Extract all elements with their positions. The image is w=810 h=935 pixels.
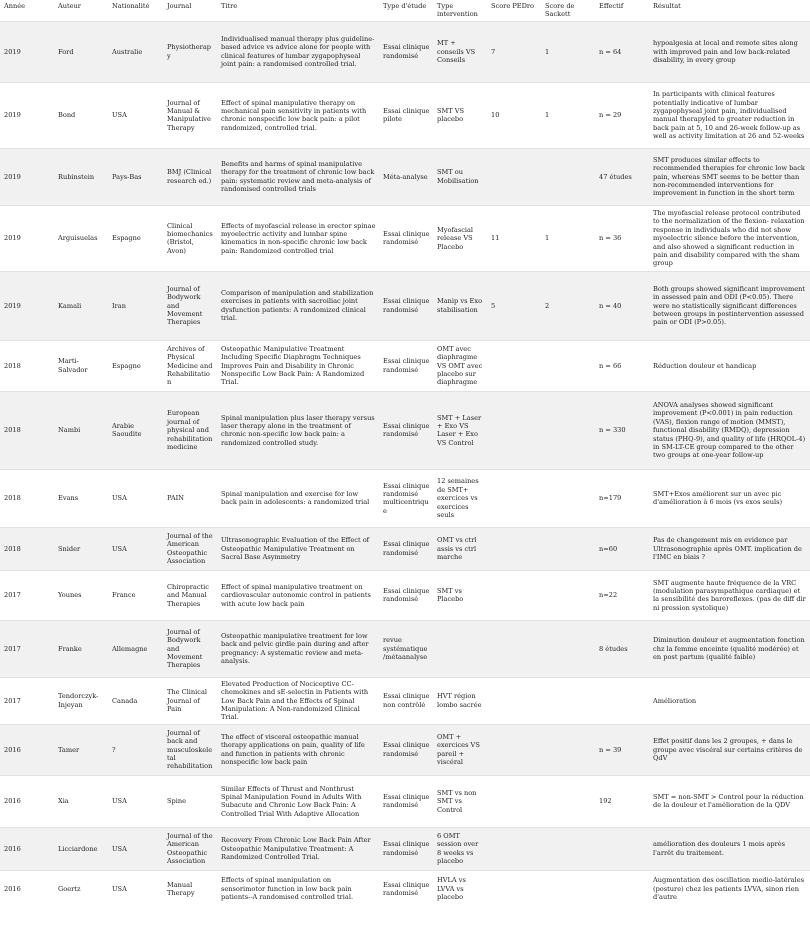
cell-auteur: Ford bbox=[54, 21, 108, 82]
header-type-intervention: Type intervention bbox=[433, 0, 487, 21]
cell-annee: 2019 bbox=[0, 148, 54, 205]
cell-type-etude: Essai clinique randomisé bbox=[379, 827, 433, 870]
header-nationalite: Nationalité bbox=[108, 0, 163, 21]
cell-effectif: n = 39 bbox=[595, 724, 649, 775]
cell-resultat: SMT+Exos améliorent sur un avec pic d'amélioration à 6 mois (vs exos seuls) bbox=[649, 469, 810, 527]
cell-auteur: Xia bbox=[54, 775, 108, 827]
cell-resultat: Pas de changement mis en evidence par Ultrasonographie après OMT. implication de l'IMC en biais ? bbox=[649, 527, 810, 570]
cell-nationalite: USA bbox=[108, 527, 163, 570]
cell-titre: Effects of myofascial release in erector spinae myoelectric activity and lumbar spine kinematics in non-specific chronic low back pain: Randomized controlled trial bbox=[217, 205, 379, 271]
header-score-sackett: Score de Sackett bbox=[541, 0, 595, 21]
cell-type-intervention bbox=[433, 620, 487, 677]
cell-score-pedro bbox=[487, 527, 541, 570]
cell-score-sackett bbox=[541, 724, 595, 775]
cell-annee: 2018 bbox=[0, 469, 54, 527]
header-annee: Année bbox=[0, 0, 54, 21]
cell-annee: 2018 bbox=[0, 340, 54, 391]
table-row bbox=[0, 620, 810, 677]
cell-type-intervention: SMT + Laser + Exo VS Laser + Exo VS Control bbox=[433, 391, 487, 469]
cell-score-pedro bbox=[487, 570, 541, 620]
cell-type-intervention: OMT vs ctrl assis vs ctrl marche bbox=[433, 527, 487, 570]
cell-auteur: Tamer bbox=[54, 724, 108, 775]
cell-type-etude: revue systématique /métaanalyse bbox=[379, 620, 433, 677]
cell-resultat: hypoalgesia at local and remote sites along with improved pain and low back-related disability, in every group bbox=[649, 21, 810, 82]
cell-nationalite: USA bbox=[108, 469, 163, 527]
cell-auteur: Licciardone bbox=[54, 827, 108, 870]
cell-titre: Comparison of manipulation and stabilization exercises in patients with sacroiliac joint dysfunction patients: A randomized clinical trial. bbox=[217, 271, 379, 340]
cell-type-etude: Essai clinique randomisé bbox=[379, 21, 433, 82]
cell-auteur: Evans bbox=[54, 469, 108, 527]
cell-titre: Recovery From Chronic Low Back Pain After Osteopathic Manipulative Treatment: A Randomized Controlled Trial. bbox=[217, 827, 379, 870]
cell-auteur: Marti-Salvador bbox=[54, 340, 108, 391]
cell-effectif: 47 études bbox=[595, 148, 649, 205]
cell-effectif: n = 36 bbox=[595, 205, 649, 271]
cell-type-intervention: SMT vs non SMT vs Control bbox=[433, 775, 487, 827]
cell-effectif bbox=[595, 827, 649, 870]
cell-annee: 2017 bbox=[0, 677, 54, 724]
cell-journal: PAIN bbox=[163, 469, 217, 527]
cell-titre: Osteopathic Manipulative Treatment Including Specific Diaphragm Techniques Improves Pain and Disability in Chronic Nonspecific Low Back Pain: A Randomized Trial. bbox=[217, 340, 379, 391]
cell-score-sackett: 1 bbox=[541, 205, 595, 271]
cell-score-sackett bbox=[541, 391, 595, 469]
cell-score-sackett bbox=[541, 469, 595, 527]
cell-nationalite: Iran bbox=[108, 271, 163, 340]
cell-nationalite: Allemagne bbox=[108, 620, 163, 677]
cell-score-sackett bbox=[541, 527, 595, 570]
cell-score-sackett: 1 bbox=[541, 21, 595, 82]
cell-score-pedro bbox=[487, 775, 541, 827]
cell-journal: European journal of physical and rehabilitation medicine bbox=[163, 391, 217, 469]
cell-annee: 2016 bbox=[0, 870, 54, 907]
cell-type-intervention: HVLA vs LVVA vs placebo bbox=[433, 870, 487, 907]
cell-effectif: n = 66 bbox=[595, 340, 649, 391]
cell-type-intervention: SMT ou Mobilisation bbox=[433, 148, 487, 205]
cell-annee: 2016 bbox=[0, 775, 54, 827]
cell-nationalite: USA bbox=[108, 82, 163, 148]
cell-effectif: n = 64 bbox=[595, 21, 649, 82]
cell-score-sackett bbox=[541, 570, 595, 620]
table-row bbox=[0, 870, 810, 907]
header-journal: Journal bbox=[163, 0, 217, 21]
cell-resultat: SMT = non-SMT > Control pour la réduction de la douleur et l'amélioration de la QDV bbox=[649, 775, 810, 827]
cell-type-intervention: 6 OMT session over 8 weeks vs placebo bbox=[433, 827, 487, 870]
cell-journal: Journal of the American Osteopathic Association bbox=[163, 527, 217, 570]
cell-type-etude: Essai clinique randomisé bbox=[379, 775, 433, 827]
cell-type-etude: Essai clinique randomisé bbox=[379, 391, 433, 469]
cell-nationalite: Australie bbox=[108, 21, 163, 82]
cell-titre: Spinal manipulation plus laser therapy versus laser therapy alone in the treatment of chronic non-specific low back pain: a randomized controlled study. bbox=[217, 391, 379, 469]
table-row bbox=[0, 469, 810, 527]
cell-journal: Journal of Bodywork and Movement Therapies bbox=[163, 271, 217, 340]
cell-nationalite: Espagne bbox=[108, 340, 163, 391]
cell-type-etude: Essai clinique randomisé bbox=[379, 527, 433, 570]
cell-auteur: Arguisuelas bbox=[54, 205, 108, 271]
cell-nationalite: USA bbox=[108, 827, 163, 870]
table-row bbox=[0, 570, 810, 620]
cell-titre: Effect of spinal manipulative therapy on mechanical pain sensitivity in patients with chronic nonspecific low back pain: a pilot randomized, controlled trial. bbox=[217, 82, 379, 148]
cell-type-etude: Essai clinique randomisé multicentrique bbox=[379, 469, 433, 527]
cell-score-sackett bbox=[541, 148, 595, 205]
cell-score-pedro: 5 bbox=[487, 271, 541, 340]
cell-titre: Effect of spinal manipulative treatment on cardiovascular autonomic control in patients with acute low back pain bbox=[217, 570, 379, 620]
cell-effectif: n=22 bbox=[595, 570, 649, 620]
cell-journal: Manual Therapy bbox=[163, 870, 217, 907]
cell-effectif: 8 études bbox=[595, 620, 649, 677]
table-body bbox=[0, 21, 810, 907]
cell-score-pedro bbox=[487, 469, 541, 527]
cell-resultat: SMT produces similar effects to recommended therapies for chronic low back pain, whereas SMT seems to be better than non-recommended interventions for improvement in function in the short term bbox=[649, 148, 810, 205]
cell-titre: Ultrasonographic Evaluation of the Effect of Osteopathic Manipulative Treatment on Sacral Base Asymmetry bbox=[217, 527, 379, 570]
cell-type-intervention: 12 semaines de SMT+ exercices vs exercices seuls bbox=[433, 469, 487, 527]
header-score-pedro: Score PEDro bbox=[487, 0, 541, 21]
cell-score-sackett bbox=[541, 775, 595, 827]
cell-resultat: ANOVA analyses showed significant improvement (P<0.001) in pain reduction (VAS), flexion range of motion (MMST), functional disability (RMDQ), depression status (PHQ-9), and quality of life (HRQOL-4) in SM-LT-CE group compared to the other two groups at one-year follow-up bbox=[649, 391, 810, 469]
cell-score-pedro bbox=[487, 620, 541, 677]
cell-auteur: Bond bbox=[54, 82, 108, 148]
cell-effectif: n = 29 bbox=[595, 82, 649, 148]
cell-annee: 2019 bbox=[0, 82, 54, 148]
cell-type-intervention: Myofascial release VS Placebo bbox=[433, 205, 487, 271]
cell-nationalite: ? bbox=[108, 724, 163, 775]
cell-nationalite: USA bbox=[108, 870, 163, 907]
cell-journal: Spine bbox=[163, 775, 217, 827]
cell-nationalite: USA bbox=[108, 775, 163, 827]
cell-journal: Physiotherapy bbox=[163, 21, 217, 82]
cell-auteur: Tendorczyk-Injeyan bbox=[54, 677, 108, 724]
cell-titre: Benefits and harms of spinal manipulative therapy for the treatment of chronic low back pain: systematic review and meta-analysis of randomised controlled trials bbox=[217, 148, 379, 205]
cell-type-intervention: OMT + exercices VS pareil + viscéral bbox=[433, 724, 487, 775]
cell-effectif: 192 bbox=[595, 775, 649, 827]
cell-type-intervention: HVT région lombo sacrée bbox=[433, 677, 487, 724]
cell-journal: Journal of Manual & Manipulative Therapy bbox=[163, 82, 217, 148]
cell-resultat: amélioration des douleurs 1 mois après l'arrêt du traitement. bbox=[649, 827, 810, 870]
table-row bbox=[0, 205, 810, 271]
table-row bbox=[0, 527, 810, 570]
cell-journal: BMJ (Clinical research ed.) bbox=[163, 148, 217, 205]
cell-resultat: Both groups showed significant improvement in assessed pain and ODI (P<0.05). There were no statistically significant differences between groups in postintervention assessed pain or ODI (P>0.05). bbox=[649, 271, 810, 340]
cell-annee: 2017 bbox=[0, 570, 54, 620]
cell-titre: Spinal manipulation and exercise for low back pain in adolescents: a randomized trial bbox=[217, 469, 379, 527]
cell-resultat: Réduction douleur et handicap bbox=[649, 340, 810, 391]
cell-score-pedro: 10 bbox=[487, 82, 541, 148]
cell-score-sackett bbox=[541, 620, 595, 677]
cell-effectif: n=179 bbox=[595, 469, 649, 527]
cell-type-etude: Essai clinique randomisé bbox=[379, 870, 433, 907]
cell-nationalite: Espagne bbox=[108, 205, 163, 271]
cell-journal: Journal of the American Osteopathic Association bbox=[163, 827, 217, 870]
cell-resultat: Amélioration bbox=[649, 677, 810, 724]
cell-type-intervention: SMT vs Placebo bbox=[433, 570, 487, 620]
cell-annee: 2016 bbox=[0, 724, 54, 775]
cell-type-etude: Essai clinique randomisé bbox=[379, 340, 433, 391]
cell-type-etude: Essai clinique randomisé bbox=[379, 724, 433, 775]
cell-type-etude: Essai clinique randomisé bbox=[379, 205, 433, 271]
cell-nationalite: Pays-Bas bbox=[108, 148, 163, 205]
cell-score-pedro bbox=[487, 677, 541, 724]
header-row bbox=[0, 0, 810, 21]
cell-titre: Similar Effects of Thrust and Nonthrust Spinal Manipulation Found in Adults With Subacute and Chronic Low Back Pain: A Controlled Trial With Adaptive Allocation bbox=[217, 775, 379, 827]
table-row bbox=[0, 21, 810, 82]
cell-type-intervention: SMT VS placebo bbox=[433, 82, 487, 148]
cell-resultat: Effet positif dans les 2 groupes, + dans le groupe avec viscéral sur certains critères de QdV bbox=[649, 724, 810, 775]
cell-titre: Effects of spinal manipulation on sensorimotor function in low back pain patients--A randomised controlled trial. bbox=[217, 870, 379, 907]
cell-score-pedro: 11 bbox=[487, 205, 541, 271]
cell-effectif bbox=[595, 870, 649, 907]
cell-auteur: Franke bbox=[54, 620, 108, 677]
cell-score-pedro bbox=[487, 148, 541, 205]
cell-auteur: Snider bbox=[54, 527, 108, 570]
cell-type-etude: Essai clinique pilote bbox=[379, 82, 433, 148]
cell-annee: 2019 bbox=[0, 271, 54, 340]
cell-effectif bbox=[595, 677, 649, 724]
cell-resultat: Diminution douleur et augmentation fonction chz la femme enceinte (qualité modérée) et en post partum (qualité faible) bbox=[649, 620, 810, 677]
cell-resultat: The myofascial release protocol contributed to the normalization of the flexion- relaxation response in individuals who did not show myoelectric silence before the intervention, and also showed a significant reduction in pain and disability compared with the sham group bbox=[649, 205, 810, 271]
cell-type-intervention: Manip vs Exo stabilisation bbox=[433, 271, 487, 340]
cell-nationalite: Arabie Saoudite bbox=[108, 391, 163, 469]
cell-score-sackett bbox=[541, 340, 595, 391]
cell-journal: The Clinical Journal of Pain bbox=[163, 677, 217, 724]
cell-annee: 2017 bbox=[0, 620, 54, 677]
cell-effectif: n=60 bbox=[595, 527, 649, 570]
cell-auteur: Rubinstein bbox=[54, 148, 108, 205]
cell-titre: The effect of visceral osteopathic manual therapy applications on pain, quality of life and function in patients with chronic nonspecific low back pain bbox=[217, 724, 379, 775]
table-row bbox=[0, 724, 810, 775]
cell-titre: Osteopathic manipulative treatment for low back and pelvic girdle pain during and after pregnancy: A systematic review and meta-analysis. bbox=[217, 620, 379, 677]
cell-auteur: Kamali bbox=[54, 271, 108, 340]
cell-resultat: Augmentation des oscillation medio-latérales (posture) chez les patients LVVA, sinon rien d'autre bbox=[649, 870, 810, 907]
cell-annee: 2019 bbox=[0, 21, 54, 82]
header-resultat: Résultat bbox=[649, 0, 810, 21]
table-row bbox=[0, 827, 810, 870]
cell-score-pedro bbox=[487, 724, 541, 775]
cell-annee: 2019 bbox=[0, 205, 54, 271]
table-row bbox=[0, 391, 810, 469]
cell-annee: 2016 bbox=[0, 827, 54, 870]
cell-score-pedro bbox=[487, 827, 541, 870]
table-row bbox=[0, 677, 810, 724]
cell-type-etude: Essai clinique randomisé bbox=[379, 570, 433, 620]
cell-titre: Individualised manual therapy plus guideline-based advice vs advice alone for people with clinical features of lumbar zygapophyseal joint pain: a randomised controlled trial. bbox=[217, 21, 379, 82]
cell-journal: Journal of Bodywork and Movement Therapies bbox=[163, 620, 217, 677]
cell-annee: 2018 bbox=[0, 527, 54, 570]
table-row bbox=[0, 340, 810, 391]
cell-score-sackett bbox=[541, 827, 595, 870]
cell-score-pedro bbox=[487, 391, 541, 469]
header-effectif: Effectif bbox=[595, 0, 649, 21]
cell-score-pedro: 7 bbox=[487, 21, 541, 82]
cell-score-sackett: 1 bbox=[541, 82, 595, 148]
cell-nationalite: Canada bbox=[108, 677, 163, 724]
table-row bbox=[0, 775, 810, 827]
table-row bbox=[0, 82, 810, 148]
header-auteur: Auteur bbox=[54, 0, 108, 21]
table-row bbox=[0, 271, 810, 340]
cell-score-sackett: 2 bbox=[541, 271, 595, 340]
cell-type-intervention: OMT avec diaphragme VS OMT avec placebo sur diaphragme bbox=[433, 340, 487, 391]
cell-journal: Chiropractic and Manual Therapies bbox=[163, 570, 217, 620]
cell-score-sackett bbox=[541, 677, 595, 724]
header-type-etude: Type d'étude bbox=[379, 0, 433, 21]
cell-resultat: In participants with clinical features potentially indicative of lumbar zygapophyseal joint pain, individualised manual therapyled to greater reduction in back pain at 5, 10 and 26-week follow-up as well as activity limitation at 26 and 52-weeks bbox=[649, 82, 810, 148]
cell-auteur: Nambi bbox=[54, 391, 108, 469]
header-titre: Titre bbox=[217, 0, 379, 21]
cell-type-etude: Essai clinique randomisé bbox=[379, 271, 433, 340]
cell-effectif: n = 330 bbox=[595, 391, 649, 469]
cell-journal: Journal of back and musculoskeletal rehabilitation bbox=[163, 724, 217, 775]
cell-type-etude: Méta-analyse bbox=[379, 148, 433, 205]
cell-effectif: n = 40 bbox=[595, 271, 649, 340]
cell-titre: Elevated Production of Nociceptive CC-chemokines and sE-selectin in Patients with Low Back Pain and the Effects of Spinal Manipulation: A Non-randomized Clinical Trial. bbox=[217, 677, 379, 724]
cell-score-sackett bbox=[541, 870, 595, 907]
cell-auteur: Goertz bbox=[54, 870, 108, 907]
cell-score-pedro bbox=[487, 870, 541, 907]
cell-auteur: Younes bbox=[54, 570, 108, 620]
cell-journal: Clinical biomechanics (Bristol, Avon) bbox=[163, 205, 217, 271]
table-row bbox=[0, 148, 810, 205]
cell-annee: 2018 bbox=[0, 391, 54, 469]
cell-journal: Archives of Physical Medicine and Rehabilitation bbox=[163, 340, 217, 391]
cell-resultat: SMT augmente haute fréquence de la VRC (modulation parasympathique cardiaque) et la sensibilité des baroreflexes. (pas de diff dir ni pression systolique) bbox=[649, 570, 810, 620]
cell-nationalite: France bbox=[108, 570, 163, 620]
cell-type-intervention: MT + conseils VS Conseils bbox=[433, 21, 487, 82]
cell-type-etude: Essai clinique non contrôlé bbox=[379, 677, 433, 724]
cell-score-pedro bbox=[487, 340, 541, 391]
